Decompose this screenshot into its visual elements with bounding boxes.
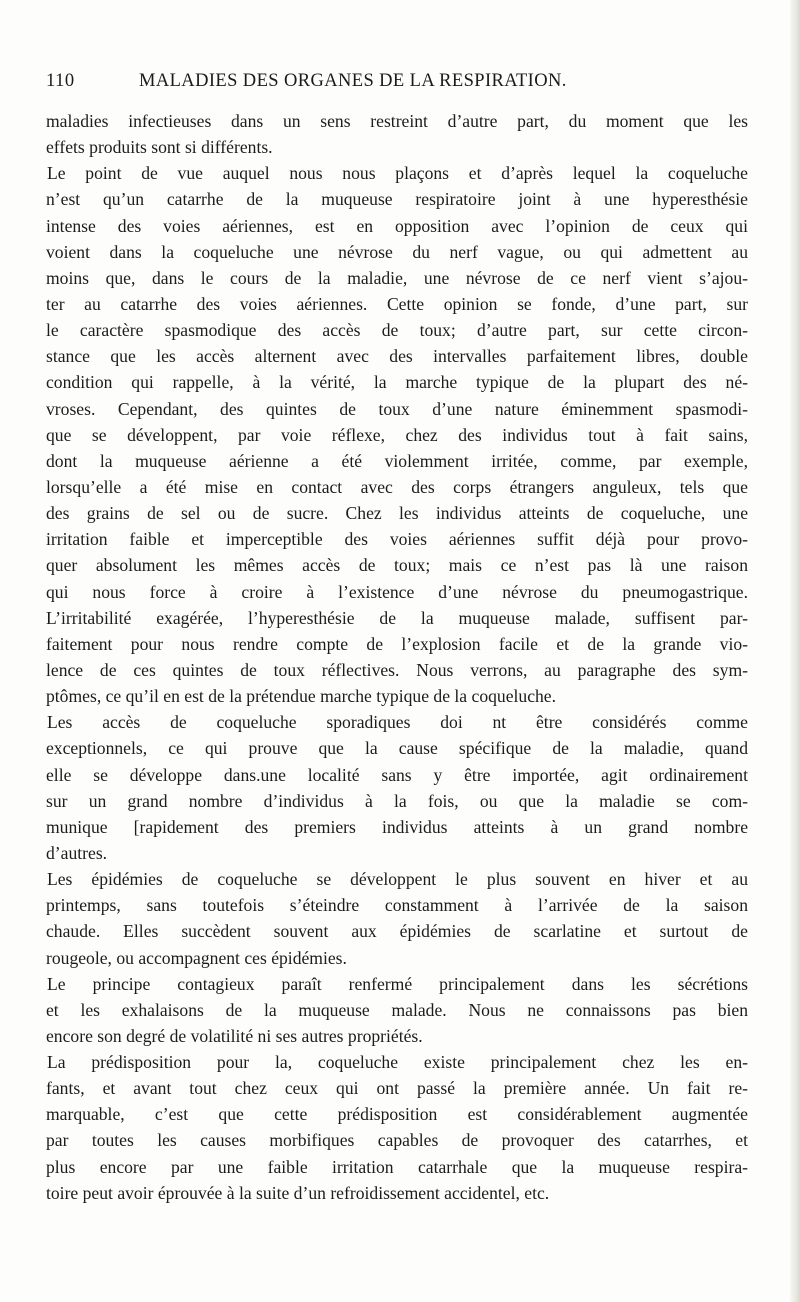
text-line: par toutes les causes morbifiques capables de provoquer des catarrhes, et <box>46 1130 748 1151</box>
text-line: quer absolument les mêmes accès de toux; mais ce n’est pas là une raison <box>46 555 748 576</box>
text-line: sur un grand nombre d’individus à la fois, ou que la maladie se com- <box>46 790 748 811</box>
running-head <box>46 66 746 96</box>
text-line: le caractère spasmodique des accès de toux; d’autre part, sur cette circon- <box>46 320 748 341</box>
text-line: marquable, c’est que cette prédisposition est considérablement augmentée <box>46 1104 748 1125</box>
text-line: faitement pour nous rendre compte de l’explosion facile et de la grande vio- <box>46 633 748 654</box>
text-line: ter au catarrhe des voies aériennes. Cette opinion se fonde, d’une part, sur <box>46 293 748 314</box>
text-line: ptômes, ce qu’il en est de la prétendue marche typique de la coqueluche. <box>46 686 557 707</box>
text-line: exceptionnels, ce qui prouve que la cause spécifique de la maladie, quand <box>46 738 748 759</box>
text-line: elle se développe dans.une localité sans y être importée, agit ordinairement <box>46 764 748 785</box>
text-line: vroses. Cependant, des quintes de toux d’une nature éminemment spasmodi- <box>46 398 748 419</box>
text-line: Les épidémies de coqueluche se développent le plus souvent en hiver et au <box>47 869 748 890</box>
text-line: n’est qu’un catarrhe de la muqueuse respiratoire joint à une hyperesthésie <box>46 189 748 210</box>
text-line: et les exhalaisons de la muqueuse malade. Nous ne connaissons pas bien <box>46 999 748 1020</box>
text-line: fants, et avant tout chez ceux qui ont passé la première année. Un fait re- <box>46 1078 748 1099</box>
text-line: qui nous force à croire à l’existence d’une névrose du pneumogastrique. <box>46 581 748 602</box>
text-line: effets produits sont si différents. <box>46 137 273 158</box>
page-edge <box>790 0 800 1302</box>
text-line: Le point de vue auquel nous nous plaçons et d’après lequel la coqueluche <box>47 163 748 184</box>
text-line: que se développent, par voie réflexe, chez des individus tout à fait sains, <box>46 424 748 445</box>
text-line: intense des voies aériennes, est en opposition avec l’opinion de ceux qui <box>46 215 748 236</box>
text-line: lence de ces quintes de toux réflectives. Nous verrons, au paragraphe des sym- <box>46 659 748 680</box>
text-line: maladies infectieuses dans un sens restreint d’autre part, du moment que les <box>46 111 748 131</box>
text-line: des grains de sel ou de sucre. Chez les individus atteints de coqueluche, une <box>46 503 748 524</box>
text-line: irritation faible et imperceptible des voies aériennes suffit déjà pour provo- <box>46 529 748 550</box>
text-line: condition qui rappelle, à la vérité, la marche typique de la plupart des né- <box>46 372 748 393</box>
text-line: stance que les accès alternent avec des intervalles parfaitement libres, double <box>46 346 748 367</box>
text-line: Le principe contagieux paraît renfermé principalement dans les sécrétions <box>47 973 748 994</box>
text-line: rougeole, ou accompagnent ces épidémies. <box>46 947 347 968</box>
text-line: toire peut avoir éprouvée à la suite d’un refroidissement accidentel, etc. <box>46 1182 550 1203</box>
text-line: voient dans la coqueluche une névrose du nerf vague, ou qui admettent au <box>46 241 748 262</box>
text-line: lorsqu’elle a été mise en contact avec des corps étrangers anguleux, tels que <box>46 476 748 497</box>
body-text <box>46 108 748 1206</box>
text-line: d’autres. <box>46 842 108 863</box>
text-line: La prédisposition pour la, coqueluche existe principalement chez les en- <box>47 1052 748 1073</box>
text-line: chaude. Elles succèdent souvent aux épidémies de scarlatine et surtout de <box>46 921 748 942</box>
text-line: moins que, dans le cours de la maladie, une névrose de ce nerf vient s’ajou- <box>46 267 748 288</box>
text-line: printemps, sans toutefois s’éteindre constamment à l’arrivée de la saison <box>46 895 748 916</box>
running-title: MALADIES DES ORGANES DE LA RESPIRATION. <box>139 71 567 91</box>
text-line: L’irritabilité exagérée, l’hyperesthésie de la muqueuse malade, suffisent par- <box>46 607 748 628</box>
text-line: munique [rapidement des premiers individus atteints à un grand nombre <box>46 816 748 837</box>
page-number: 110 <box>46 71 75 91</box>
text-line: plus encore par une faible irritation catarrhale que la muqueuse respira- <box>46 1156 748 1177</box>
text-line: dont la muqueuse aérienne a été violemment irritée, comme, par exemple, <box>46 450 748 471</box>
text-line: Les accès de coqueluche sporadiques doi nt être considérés comme <box>47 712 748 733</box>
text-line: encore son degré de volatilité ni ses autres propriétés. <box>46 1025 423 1046</box>
